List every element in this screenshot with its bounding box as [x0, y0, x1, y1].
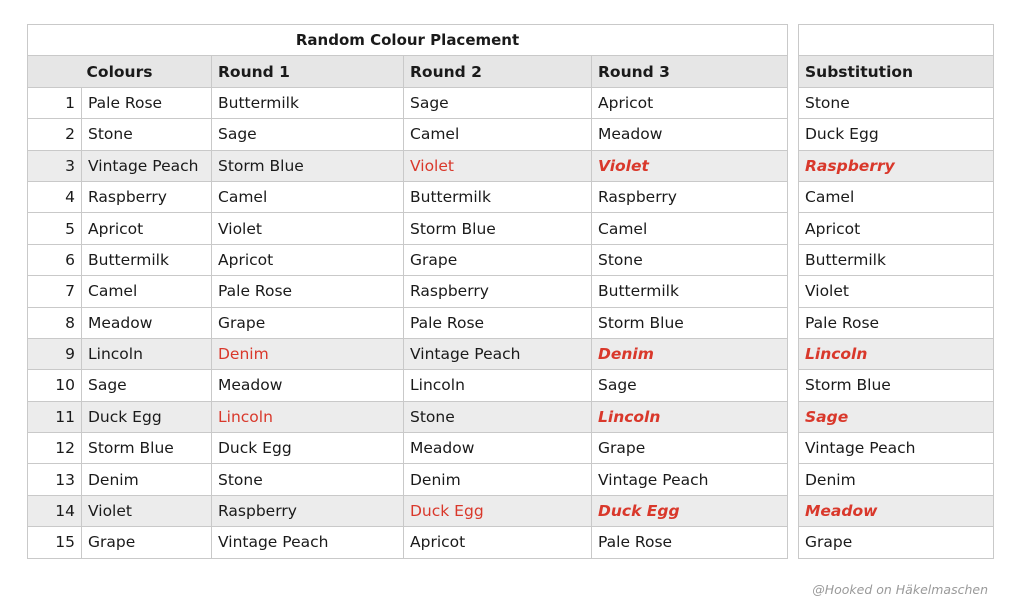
round1-cell: Apricot: [212, 244, 404, 275]
round3-cell: Violet: [592, 150, 788, 181]
row-number: 9: [28, 338, 82, 369]
colour-cell: Lincoln: [82, 338, 212, 369]
round3-header: Round 3: [592, 56, 788, 87]
substitution-cell: Violet: [799, 276, 994, 307]
substitution-cell: Raspberry: [799, 150, 994, 181]
colour-cell: Meadow: [82, 307, 212, 338]
round1-cell: Violet: [212, 213, 404, 244]
table-row: [799, 307, 994, 338]
table-row: [799, 433, 994, 464]
substitution-cell: Storm Blue: [799, 370, 994, 401]
table-row: [799, 213, 994, 244]
table-row: [799, 87, 994, 118]
round1-cell: Duck Egg: [212, 433, 404, 464]
round2-cell: Duck Egg: [404, 495, 592, 526]
table-row: [799, 495, 994, 526]
row-number: 12: [28, 433, 82, 464]
round1-header: Round 1: [212, 56, 404, 87]
round1-cell: Storm Blue: [212, 150, 404, 181]
round3-cell: Denim: [592, 338, 788, 369]
round2-cell: Denim: [404, 464, 592, 495]
round2-cell: Camel: [404, 119, 592, 150]
table-row: [28, 87, 788, 118]
round3-cell: Apricot: [592, 87, 788, 118]
row-number: 1: [28, 87, 82, 118]
table-row: [28, 495, 788, 526]
round1-cell: Denim: [212, 338, 404, 369]
round2-cell: Grape: [404, 244, 592, 275]
round3-cell: Meadow: [592, 119, 788, 150]
row-number: 8: [28, 307, 82, 338]
round2-cell: Lincoln: [404, 370, 592, 401]
round2-cell: Pale Rose: [404, 307, 592, 338]
substitution-cell: Denim: [799, 464, 994, 495]
colour-cell: Pale Rose: [82, 87, 212, 118]
round3-cell: Raspberry: [592, 181, 788, 212]
round1-cell: Sage: [212, 119, 404, 150]
round2-cell: Stone: [404, 401, 592, 432]
substitution-cell: Pale Rose: [799, 307, 994, 338]
substitution-cell: Duck Egg: [799, 119, 994, 150]
substitution-cell: Grape: [799, 527, 994, 558]
table-row: [28, 401, 788, 432]
round3-cell: Buttermilk: [592, 276, 788, 307]
table-row: [799, 401, 994, 432]
substitution-title-blank: [799, 25, 994, 56]
substitution-cell: Camel: [799, 181, 994, 212]
table-row: [799, 119, 994, 150]
round3-cell: Stone: [592, 244, 788, 275]
round1-cell: Vintage Peach: [212, 527, 404, 558]
colour-cell: Violet: [82, 495, 212, 526]
table-row: [799, 276, 994, 307]
round3-cell: Pale Rose: [592, 527, 788, 558]
round2-cell: Sage: [404, 87, 592, 118]
row-number: 13: [28, 464, 82, 495]
round3-cell: Camel: [592, 213, 788, 244]
table-row: [28, 527, 788, 558]
row-number: 4: [28, 181, 82, 212]
row-number: 5: [28, 213, 82, 244]
round1-cell: Meadow: [212, 370, 404, 401]
round1-cell: Buttermilk: [212, 87, 404, 118]
colour-cell: Buttermilk: [82, 244, 212, 275]
round3-cell: Sage: [592, 370, 788, 401]
table-row: [799, 527, 994, 558]
colour-cell: Apricot: [82, 213, 212, 244]
colour-cell: Stone: [82, 119, 212, 150]
table-row: [28, 433, 788, 464]
round3-cell: Lincoln: [592, 401, 788, 432]
colour-cell: Camel: [82, 276, 212, 307]
round1-cell: Grape: [212, 307, 404, 338]
substitution-cell: Lincoln: [799, 338, 994, 369]
table-row: [28, 244, 788, 275]
row-number: 14: [28, 495, 82, 526]
table-row: [28, 213, 788, 244]
substitution-cell: Vintage Peach: [799, 433, 994, 464]
table-row: [28, 370, 788, 401]
round3-cell: Grape: [592, 433, 788, 464]
table-row: [28, 338, 788, 369]
table-row: [28, 464, 788, 495]
substitution-cell: Sage: [799, 401, 994, 432]
table-row: [799, 244, 994, 275]
colour-cell: Sage: [82, 370, 212, 401]
row-number: 7: [28, 276, 82, 307]
round2-cell: Storm Blue: [404, 213, 592, 244]
table-row: [799, 338, 994, 369]
substitution-cell: Buttermilk: [799, 244, 994, 275]
round1-cell: Pale Rose: [212, 276, 404, 307]
round1-cell: Stone: [212, 464, 404, 495]
table-row: [28, 181, 788, 212]
round2-cell: Raspberry: [404, 276, 592, 307]
table-row: [799, 181, 994, 212]
credit-watermark: @Hooked on Häkelmaschen: [812, 582, 988, 597]
round2-cell: Violet: [404, 150, 592, 181]
round2-cell: Apricot: [404, 527, 592, 558]
table-row: [799, 370, 994, 401]
substitution-cell: Stone: [799, 87, 994, 118]
row-number: 6: [28, 244, 82, 275]
colour-cell: Vintage Peach: [82, 150, 212, 181]
row-number: 10: [28, 370, 82, 401]
round3-cell: Storm Blue: [592, 307, 788, 338]
row-number: 2: [28, 119, 82, 150]
table-title: Random Colour Placement: [28, 25, 788, 56]
row-number: 3: [28, 150, 82, 181]
round3-cell: Vintage Peach: [592, 464, 788, 495]
round1-cell: Raspberry: [212, 495, 404, 526]
table-row: [28, 307, 788, 338]
colour-cell: Storm Blue: [82, 433, 212, 464]
substitution-table: [798, 24, 994, 559]
table-row: [28, 150, 788, 181]
round2-header: Round 2: [404, 56, 592, 87]
substitution-cell: Meadow: [799, 495, 994, 526]
substitution-header: Substitution: [799, 56, 994, 87]
substitution-cell: Apricot: [799, 213, 994, 244]
colours-header: Colours: [28, 56, 212, 87]
colour-cell: Denim: [82, 464, 212, 495]
round3-cell: Duck Egg: [592, 495, 788, 526]
table-row: [799, 464, 994, 495]
round1-cell: Camel: [212, 181, 404, 212]
round2-cell: Vintage Peach: [404, 338, 592, 369]
round1-cell: Lincoln: [212, 401, 404, 432]
colour-cell: Raspberry: [82, 181, 212, 212]
row-number: 11: [28, 401, 82, 432]
colour-placement-table: [27, 24, 788, 559]
table-row: [28, 119, 788, 150]
round2-cell: Meadow: [404, 433, 592, 464]
table-row: [799, 150, 994, 181]
colour-cell: Duck Egg: [82, 401, 212, 432]
round2-cell: Buttermilk: [404, 181, 592, 212]
colour-cell: Grape: [82, 527, 212, 558]
table-row: [28, 276, 788, 307]
row-number: 15: [28, 527, 82, 558]
